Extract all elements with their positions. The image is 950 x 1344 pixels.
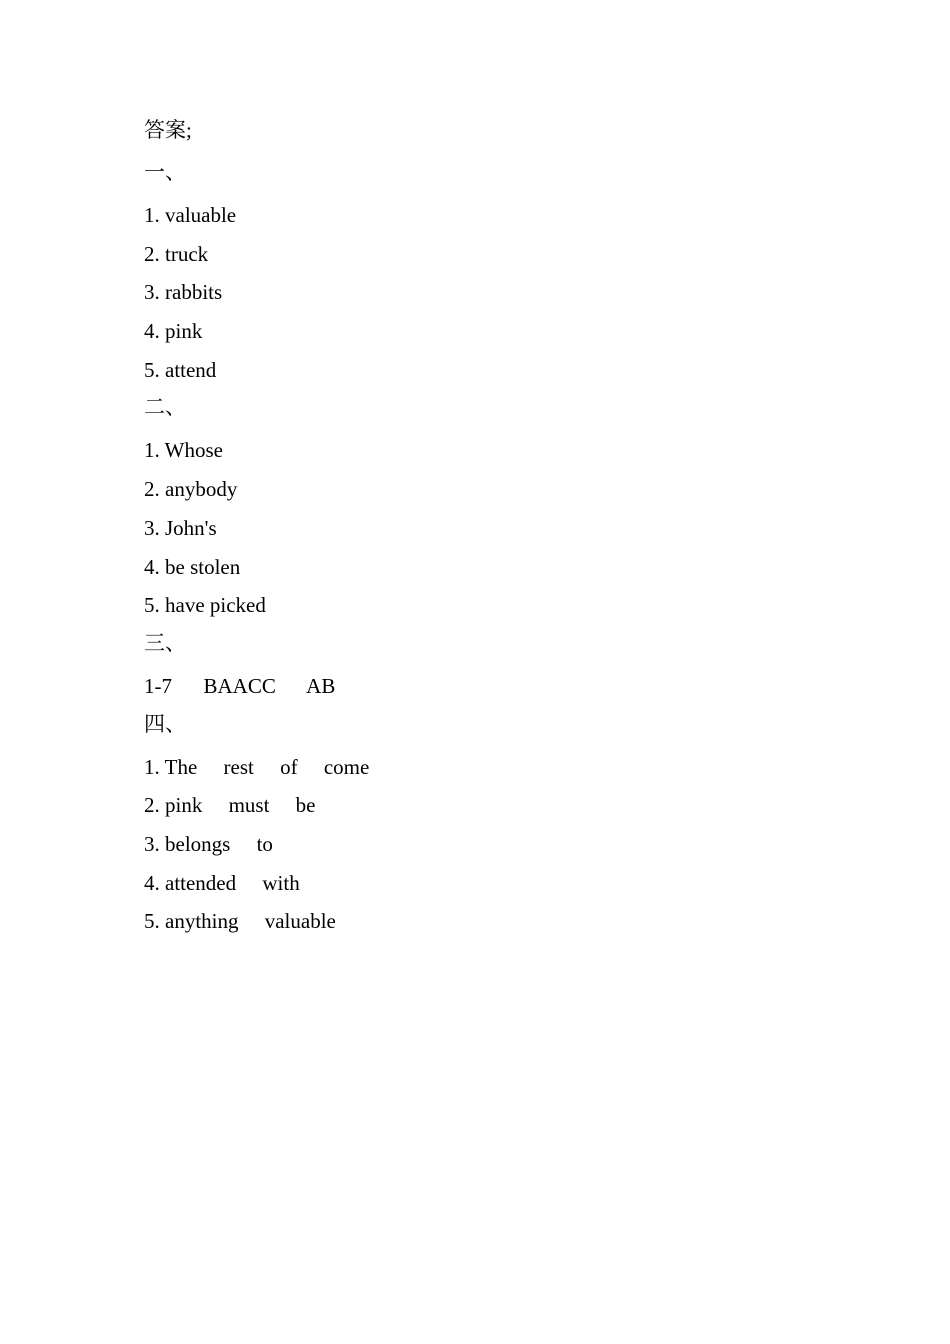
section-heading-1: 一、 (144, 160, 186, 184)
answer-item: 4. pink (144, 319, 203, 344)
answer-item: 5. attend (144, 357, 217, 382)
answer-item: 5. have picked (144, 593, 266, 618)
answer-item: 2. anybody (144, 477, 238, 502)
answer-item: 4. attended with (144, 870, 300, 895)
answer-item: 1. valuable (144, 203, 237, 227)
answer-item: 4. be stolen (144, 554, 241, 579)
answer-item: 1-7 BAACC AB (144, 673, 336, 698)
answer-item: 5. anything valuable (144, 909, 336, 934)
answer-item: 2. pink must be (144, 793, 316, 818)
answer-title: 答案; (144, 118, 192, 142)
section-heading-4: 四、 (144, 711, 186, 736)
section-heading-2: 二、 (144, 395, 186, 420)
section-heading-3: 三、 (144, 630, 186, 655)
answer-item: 1. The rest of come (144, 754, 370, 779)
answer-item: 1. Whose (144, 438, 223, 463)
answer-key (144, 114, 369, 941)
answer-item: 3. John's (144, 515, 217, 540)
answer-item: 2. truck (144, 241, 209, 266)
answer-item: 3. rabbits (144, 280, 223, 305)
answer-item: 3. belongs to (144, 831, 273, 856)
